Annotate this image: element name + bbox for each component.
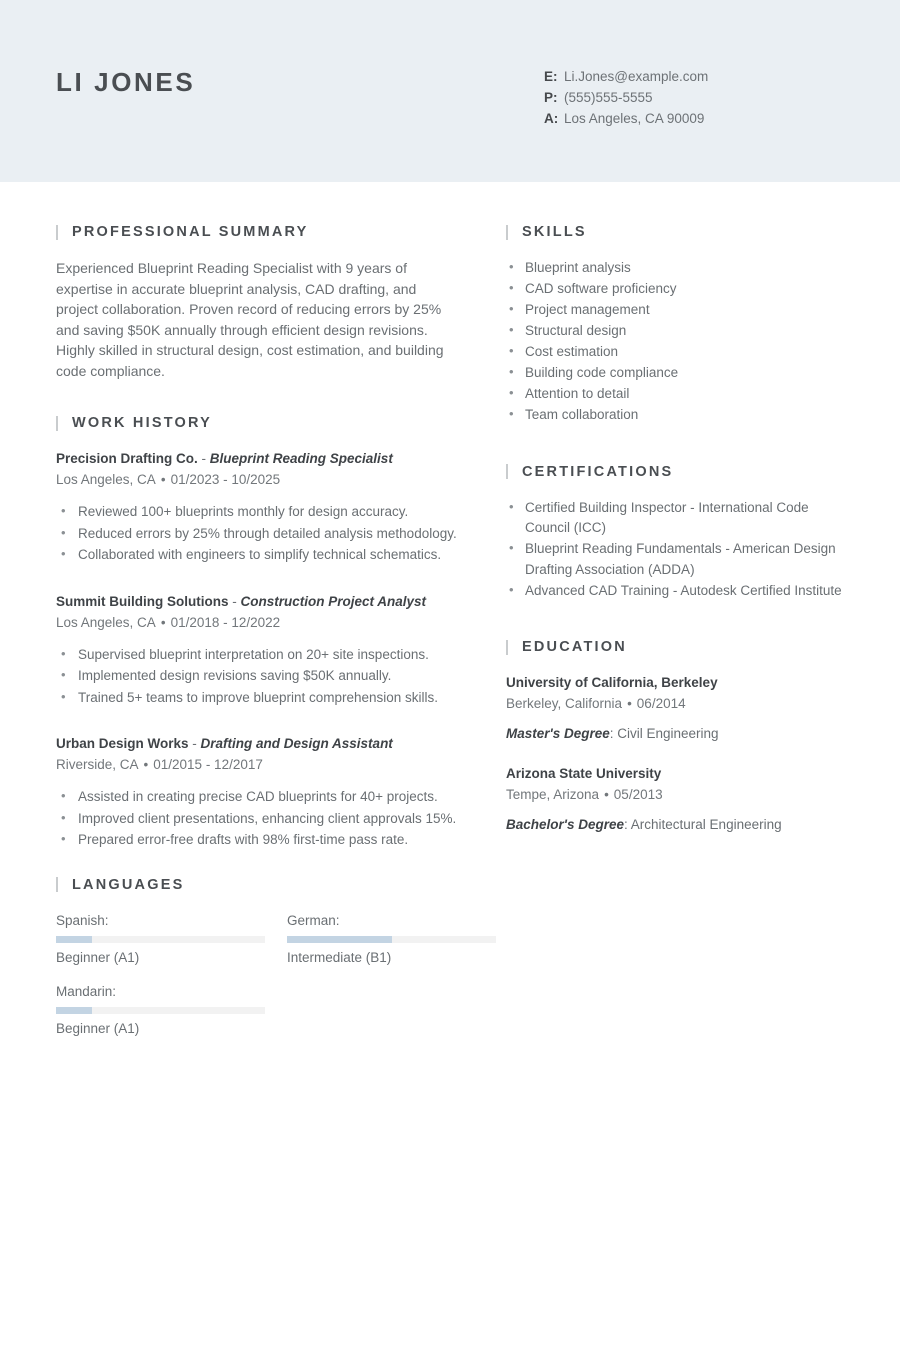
work-bullet: • Assisted in creating precise CAD blueprints for 40+ projects. bbox=[56, 787, 462, 808]
language-name: German: bbox=[287, 912, 340, 928]
education-degree: Master's Degree bbox=[506, 726, 610, 741]
summary-text: Experienced Blueprint Reading Specialist with 9 years of expertise in accurate blueprint analysis, CAD drafting, and project collaboration. Proven record of reducing errors by 25% and saving $50K annually through efficient design revisions. Highly skilled in structural design, cost estimation, and building code compliance. bbox=[56, 260, 444, 379]
language-progress-fill bbox=[56, 1007, 92, 1014]
contact-row-email bbox=[544, 66, 844, 87]
contact-row-address bbox=[544, 108, 844, 129]
language-progress-track bbox=[56, 1007, 265, 1014]
certifications-heading bbox=[506, 464, 846, 480]
work-bullets bbox=[56, 787, 462, 851]
candidate-name: LI JONES bbox=[56, 67, 196, 97]
work-bullet: • Reduced errors by 25% through detailed analysis methodology. bbox=[56, 524, 462, 545]
skills-heading-label: SKILLS bbox=[522, 224, 587, 240]
accent-bar-icon bbox=[56, 225, 58, 240]
accent-bar-icon bbox=[506, 225, 508, 240]
work-bullet: • Implemented design revisions saving $50K annually. bbox=[56, 666, 462, 687]
education-degree-line bbox=[506, 815, 846, 835]
language-item bbox=[56, 911, 265, 968]
education-school: Arizona State University bbox=[506, 766, 662, 781]
skills-list bbox=[506, 258, 846, 426]
phone-value[interactable]: (555)555-5555 bbox=[564, 90, 653, 105]
language-item bbox=[56, 982, 265, 1039]
work-entry-title bbox=[56, 449, 462, 468]
language-name: Spanish: bbox=[56, 912, 109, 928]
work-role: Construction Project Analyst bbox=[240, 593, 427, 609]
work-bullet: • Reviewed 100+ blueprints monthly for design accuracy. bbox=[56, 502, 462, 523]
education-field: : Civil Engineering bbox=[609, 726, 719, 741]
work-history-heading bbox=[56, 415, 462, 431]
work-location: Riverside, CA bbox=[56, 757, 139, 772]
work-location: Los Angeles, CA bbox=[56, 614, 156, 630]
summary-heading-label: PROFESSIONAL SUMMARY bbox=[72, 224, 309, 240]
language-item bbox=[287, 911, 496, 968]
education-date: 06/2014 bbox=[636, 696, 686, 711]
work-company: Summit Building Solutions bbox=[56, 593, 229, 609]
skill-item: • CAD software proficiency bbox=[506, 279, 846, 300]
education-date: 05/2013 bbox=[613, 787, 663, 802]
work-dates: 01/2023 - 10/2025 bbox=[170, 472, 281, 487]
meta-dot-icon: • bbox=[604, 787, 609, 802]
language-progress-track bbox=[56, 936, 265, 943]
right-column bbox=[506, 224, 846, 1061]
certification-item: • Certified Building Inspector - International Code Council (ICC) bbox=[506, 498, 846, 539]
section-skills bbox=[506, 224, 846, 426]
language-level: Intermediate (B1) bbox=[287, 949, 392, 965]
skill-item: • Team collaboration bbox=[506, 405, 846, 426]
education-heading bbox=[506, 639, 846, 655]
work-entry bbox=[56, 449, 462, 566]
education-meta bbox=[506, 694, 846, 714]
meta-dot-icon: • bbox=[143, 757, 149, 772]
work-bullet: • Supervised blueprint interpretation on 20+ site inspections. bbox=[56, 645, 462, 666]
address-value: Los Angeles, CA 90009 bbox=[564, 111, 705, 126]
work-bullet: • Improved client presentations, enhancing client approvals 15%. bbox=[56, 809, 462, 830]
language-progress-fill bbox=[287, 936, 392, 943]
skill-item: • Building code compliance bbox=[506, 363, 846, 384]
languages-heading-label: LANGUAGES bbox=[72, 876, 185, 893]
language-progress-fill bbox=[56, 936, 92, 943]
address-label: A: bbox=[544, 111, 559, 126]
section-professional-summary bbox=[56, 224, 462, 381]
work-bullets bbox=[56, 645, 462, 709]
languages-grid bbox=[56, 911, 496, 1053]
accent-bar-icon bbox=[506, 464, 508, 479]
skill-item: • Project management bbox=[506, 300, 846, 321]
language-name: Mandarin: bbox=[56, 983, 117, 999]
resume-header bbox=[0, 0, 900, 182]
work-company: Precision Drafting Co. bbox=[56, 451, 198, 466]
skill-item: • Cost estimation bbox=[506, 342, 846, 363]
certifications-heading-label: CERTIFICATIONS bbox=[522, 463, 674, 480]
education-entry bbox=[506, 673, 846, 744]
education-meta bbox=[506, 785, 846, 805]
work-meta bbox=[56, 755, 462, 775]
email-value[interactable]: Li.Jones@example.com bbox=[564, 69, 709, 84]
skills-heading bbox=[506, 224, 846, 240]
resume-body bbox=[0, 182, 900, 1061]
education-heading-label: EDUCATION bbox=[522, 639, 627, 655]
work-separator: - bbox=[228, 593, 241, 609]
education-location: Berkeley, California bbox=[506, 696, 623, 711]
work-dates: 01/2015 - 12/2017 bbox=[153, 757, 263, 772]
work-history-heading-label: WORK HISTORY bbox=[72, 415, 212, 431]
work-entry bbox=[56, 592, 462, 709]
language-level: Beginner (A1) bbox=[56, 1020, 140, 1036]
accent-bar-icon bbox=[506, 640, 508, 655]
meta-dot-icon: • bbox=[160, 614, 166, 630]
email-label: E: bbox=[544, 69, 558, 84]
education-school: University of California, Berkeley bbox=[506, 675, 718, 690]
work-dates: 01/2018 - 12/2022 bbox=[170, 614, 281, 630]
section-languages bbox=[56, 877, 462, 1053]
contact-row-phone bbox=[544, 87, 844, 108]
meta-dot-icon: • bbox=[627, 696, 632, 711]
left-column bbox=[56, 224, 506, 1061]
education-entry bbox=[506, 764, 846, 835]
skill-item: • Attention to detail bbox=[506, 384, 846, 405]
work-entry bbox=[56, 734, 462, 851]
section-work-history bbox=[56, 415, 462, 851]
languages-heading bbox=[56, 877, 462, 893]
certifications-list bbox=[506, 498, 846, 602]
work-location: Los Angeles, CA bbox=[56, 472, 156, 487]
work-bullet: • Collaborated with engineers to simplify technical schematics. bbox=[56, 545, 462, 566]
education-degree-line bbox=[506, 724, 846, 744]
work-separator: - bbox=[197, 451, 210, 466]
language-level: Beginner (A1) bbox=[56, 949, 140, 965]
skill-item: • Blueprint analysis bbox=[506, 258, 846, 279]
summary-heading bbox=[56, 224, 462, 240]
section-education bbox=[506, 639, 846, 835]
work-separator: - bbox=[188, 736, 201, 751]
work-company: Urban Design Works bbox=[56, 736, 189, 751]
work-bullets bbox=[56, 502, 462, 566]
education-degree: Bachelor's Degree bbox=[506, 817, 625, 832]
work-entry-title bbox=[56, 734, 462, 753]
work-role: Drafting and Design Assistant bbox=[200, 736, 393, 751]
language-progress-track bbox=[287, 936, 496, 943]
phone-label: P: bbox=[544, 90, 558, 105]
skill-item: • Structural design bbox=[506, 321, 846, 342]
work-bullet: • Prepared error-free drafts with 98% first-time pass rate. bbox=[56, 830, 462, 851]
work-meta bbox=[56, 613, 462, 633]
section-certifications bbox=[506, 464, 846, 602]
certification-item: • Blueprint Reading Fundamentals - American Design Drafting Association (ADDA) bbox=[506, 539, 846, 580]
certification-item: • Advanced CAD Training - Autodesk Certified Institute bbox=[506, 581, 846, 602]
work-bullet: • Trained 5+ teams to improve blueprint comprehension skills. bbox=[56, 688, 462, 709]
education-location: Tempe, Arizona bbox=[506, 787, 600, 802]
accent-bar-icon bbox=[56, 416, 58, 431]
education-field: : Architectural Engineering bbox=[624, 817, 782, 832]
meta-dot-icon: • bbox=[160, 472, 166, 487]
work-role: Blueprint Reading Specialist bbox=[209, 451, 393, 466]
contact-block bbox=[544, 62, 844, 129]
work-entry-title bbox=[56, 592, 462, 611]
work-meta bbox=[56, 470, 462, 490]
accent-bar-icon bbox=[56, 877, 58, 892]
